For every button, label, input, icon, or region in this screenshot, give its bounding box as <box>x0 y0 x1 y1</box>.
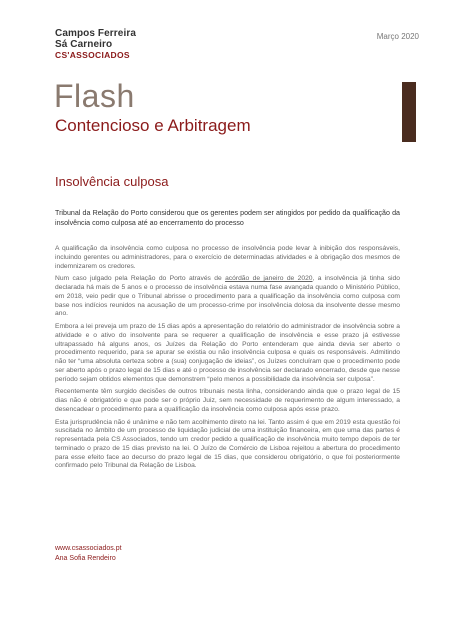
page-title: Flash <box>54 78 135 114</box>
article-body <box>55 245 400 475</box>
page-subtitle: Contencioso e Arbitragem <box>55 116 251 135</box>
accent-bar <box>402 82 416 142</box>
section-title: Insolvência culposa <box>55 174 169 189</box>
author-name: Ana Sofia Rendeiro <box>55 555 116 562</box>
firm-logo <box>55 28 136 61</box>
paragraph-3: Embora a lei preveja um prazo de 15 dias após a apresentação do relatório do administrador de insolvência sobre a atividade e o ativo do insolvente para se requerer a qualificação de insolvência e esse prazo já estivesse ultrapassado há alguns anos, os Juízes da Relação do Porto entenderam que ainda devia ser aberto o procedimento requerido, para se apurar se existia ou não insolvência culposa e quais os responsáveis. Admitindo não ter “uma absoluta certeza sobre a (sua) conjugação de ideias”, os Juízes concluíram que o procedimento pode ser aberto após o prazo legal de 15 dias e até o processo de insolvência ser declarado encerrado, desde que nesse período sejam obtidos elementos que demonstrem “pelo menos a possibilidade da insolvência ser culposa”. <box>55 323 400 383</box>
lead-paragraph: Tribunal da Relação do Porto considerou que os gerentes podem ser atingidos por pedido da qualificação da insolvência como culposa até ao encerramento do processo <box>55 209 400 227</box>
issue-date: Março 2020 <box>376 32 419 41</box>
paragraph-2 <box>55 275 400 319</box>
logo-line-3: CS'ASSOCIADOS <box>55 50 130 60</box>
paragraph-1: A qualificação da insolvência como culposa no processo de insolvência pode levar à inibição dos responsáveis, incluindo gerentes ou administradores, para o exercício de determinadas atividades e à obrigação dos mesmos de indemnizarem os credores. <box>55 245 400 270</box>
ruling-link[interactable]: acórdão de janeiro de 2020 <box>225 275 313 283</box>
logo-line-2: Sá Carneiro <box>55 39 113 50</box>
paragraph-2-end: , a insolvência já tinha sido declarada há mais de 5 anos e o processo de insolvência estava numa fase avançada quando o Ministério Público, em 2018, veio pedir que o Tribunal abrisse o procedimento para a qualificação da insolvência como culposa com base nos indícios reunidos na acusação de um processo-crime por insolvência dolosa da insolvente desse mesmo ano. <box>55 275 400 318</box>
website-link[interactable]: www.csassociados.pt <box>55 545 122 552</box>
paragraph-5: Esta jurisprudência não é unânime e não tem acolhimento direto na lei. Tanto assim é que em 2019 esta questão foi suscitada no âmbito de um processo de liquidação judicial de uma instituição financeira, em que uma das partes é representada pela CS Associados, tendo um credor pedido a qualificação de insolvência muito tempo depois de ter terminado o prazo de 15 dias previsto na lei. O Juízo de Comércio de Lisboa rejeitou a abertura do procedimento para esse efeito face ao decurso do prazo legal de 15 dias, que considerou obrigatório, o que foi posteriormente confirmado pelo Tribunal da Relação de Lisboa. <box>55 418 400 470</box>
paragraph-4: Recentemente têm surgido decisões de outros tribunais nesta linha, considerando ainda que o prazo legal de 15 dias não é obrigatório e que pode ser o próprio Juiz, sem necessidade de requerimento de algum interessado, a desencadear o procedimento para a qualificação da insolvência como culposa após esse prazo. <box>55 388 400 413</box>
footer <box>55 544 122 564</box>
paragraph-2-start: Num caso julgado pela Relação do Porto através de <box>55 275 226 283</box>
logo-line-1: Campos Ferreira <box>55 28 136 39</box>
